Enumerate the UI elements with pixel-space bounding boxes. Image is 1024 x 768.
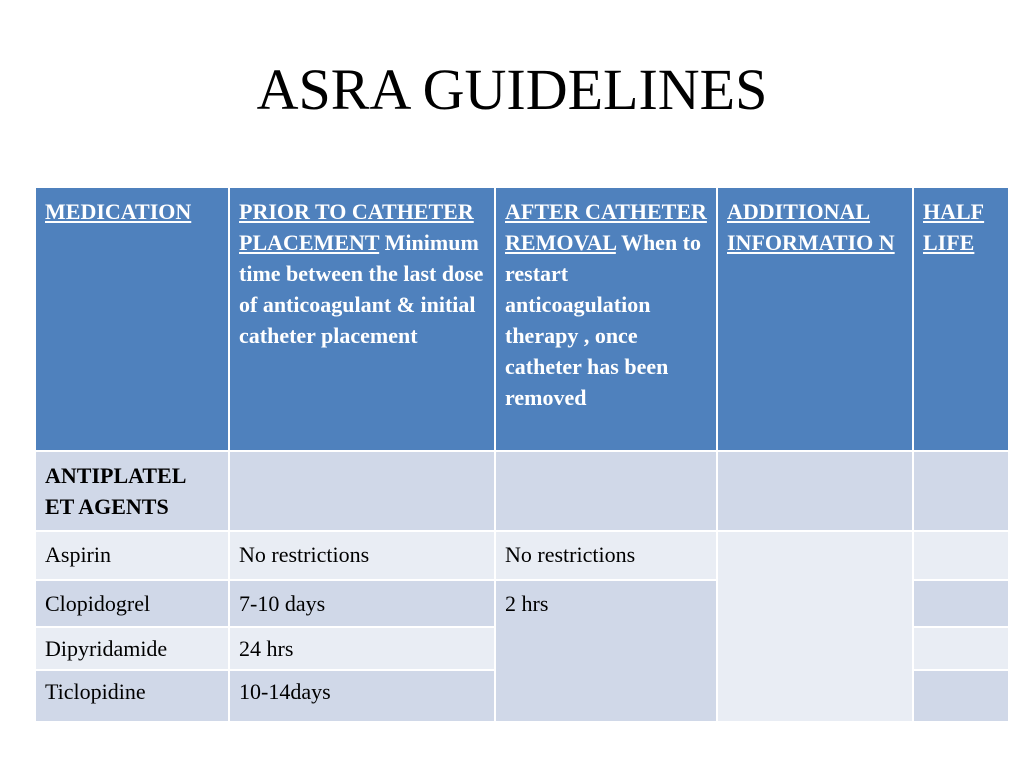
table-cell	[717, 451, 913, 531]
table-cell	[495, 451, 717, 531]
section-label: ANTIPLATEL ET AGENTS	[35, 451, 229, 531]
section-row	[35, 451, 1009, 531]
after-cell: 2 hrs	[495, 580, 717, 722]
header-after-title: AFTER CATHETER REMOVAL	[505, 199, 707, 255]
prior-cell: 24 hrs	[229, 627, 495, 670]
table-header-row	[35, 187, 1009, 451]
header-additional	[717, 187, 913, 451]
header-prior	[229, 187, 495, 451]
header-half-life	[913, 187, 1009, 451]
header-half-life-title: HALF LIFE	[923, 199, 985, 255]
medication-cell: Clopidogrel	[35, 580, 229, 627]
additional-info-cell	[717, 531, 913, 722]
guidelines-table	[34, 186, 1010, 723]
half-life-cell	[913, 627, 1009, 670]
prior-cell: 7-10 days	[229, 580, 495, 627]
half-life-cell	[913, 580, 1009, 627]
header-after	[495, 187, 717, 451]
header-medication-title: MEDICATION	[45, 199, 192, 224]
header-prior-extra: Minimum time between the last dose of anticoagulant & initial catheter placement	[239, 230, 484, 348]
prior-cell: No restrictions	[229, 531, 495, 580]
after-cell: No restrictions	[495, 531, 717, 580]
header-prior-title: PRIOR TO CATHETER PLACEMENT	[239, 199, 474, 255]
table-cell	[229, 451, 495, 531]
half-life-cell	[913, 670, 1009, 722]
header-medication	[35, 187, 229, 451]
prior-cell: 10-14days	[229, 670, 495, 722]
header-after-extra: When to restart anticoagulation therapy , once catheter has been removed	[505, 230, 702, 410]
header-additional-title: ADDITIONAL INFORMATIO N	[727, 199, 895, 255]
medication-cell: Ticlopidine	[35, 670, 229, 722]
table-cell	[913, 451, 1009, 531]
half-life-cell	[913, 531, 1009, 580]
medication-cell: Aspirin	[35, 531, 229, 580]
table-row	[35, 531, 1009, 580]
slide-title: ASRA GUIDELINES	[256, 57, 768, 122]
medication-cell: Dipyridamide	[35, 627, 229, 670]
